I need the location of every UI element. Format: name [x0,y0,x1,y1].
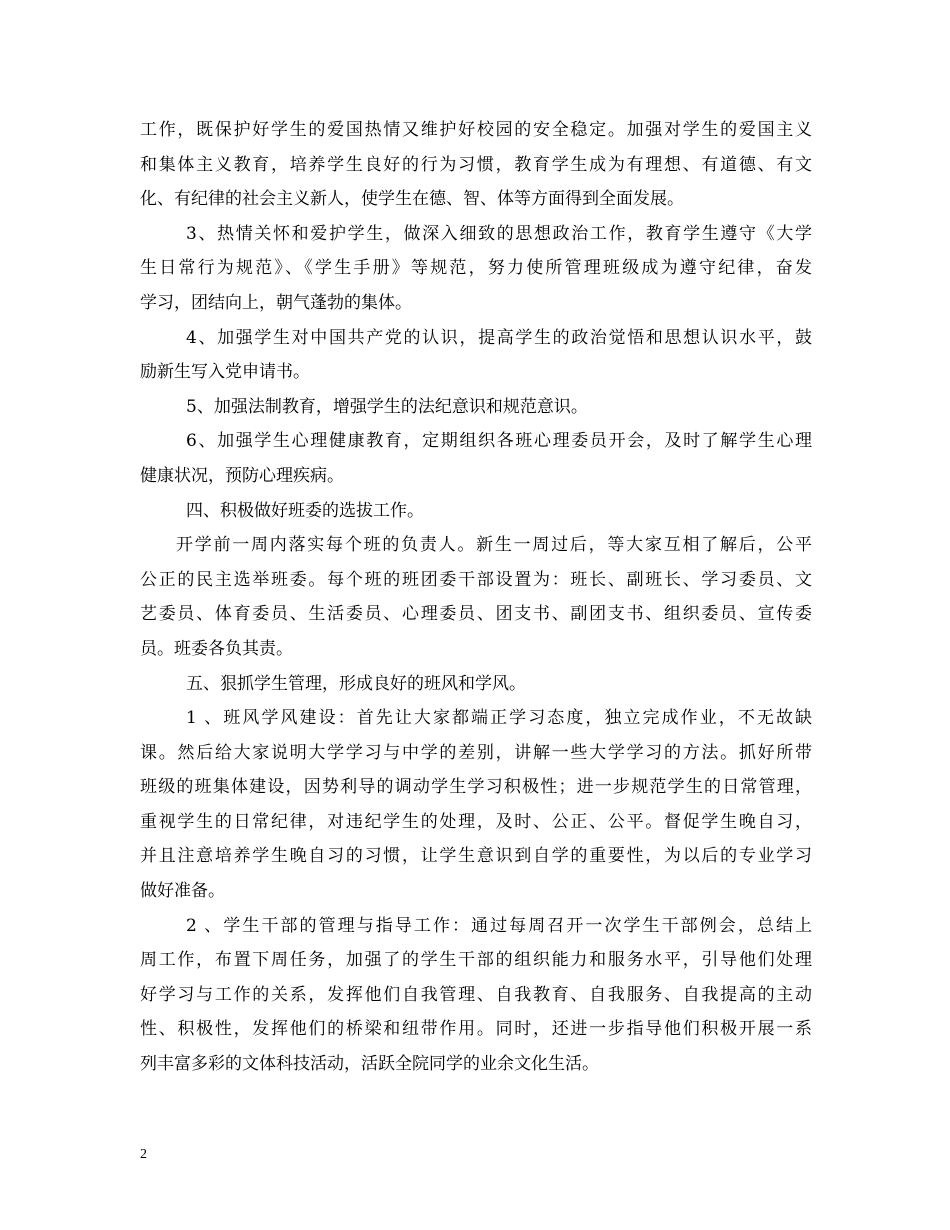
text-line-11: 健康状况，预防心理疾病。 [140,465,344,486]
text-line-16: 员。班委各负其责。 [140,638,293,659]
text-line-17: 五、狠抓学生管理，形成良好的班风和学风。 [186,673,526,694]
text-line-22: 并且注意培养学生晚自习的习惯，让学生意识到自学的重要性，为以后的专业学习 [140,846,812,867]
text-line-13: 开学前一周内落实每个班的负责人。新生一周过后，等大家互相了解后，公平 [176,535,812,556]
text-line-26: 好学习与工作的关系，发挥他们自我管理、自我教育、自我服务、自我提高的主动 [140,984,812,1005]
text-line-4: 3、热情关怀和爱护学生，做深入细致的思想政治工作，教育学生遵守《大学 [186,223,812,244]
page-number: 2 [140,1147,147,1162]
text-line-10: 6、加强学生心理健康教育，定期组织各班心理委员开会，及时了解学生心理 [186,431,812,452]
text-line-27: 性、积极性，发挥他们的桥梁和纽带作用。同时，还进一步指导他们积极开展一系 [140,1019,812,1040]
text-line-19: 课。然后给大家说明大学学习与中学的差别，讲解一些大学学习的方法。抓好所带 [140,742,812,763]
text-line-1: 工作，既保护好学生的爱国热情又维护好校园的安全稳定。加强对学生的爱国主义 [140,120,812,140]
body-text [140,113,812,1082]
text-line-14: 公正的民主选举班委。每个班的班团委干部设置为：班长、副班长、学习委员、文 [140,569,812,590]
text-line-25: 周工作，布置下周任务，加强了的学生干部的组织能力和服务水平，引导他们处理 [140,950,812,971]
text-line-9: 5、加强法制教育，增强学生的法纪意识和规范意识。 [186,396,588,417]
text-line-23: 做好准备。 [140,881,225,902]
text-line-8: 励新生写入党申请书。 [140,362,310,383]
text-line-28: 列丰富多彩的文体科技活动，活跃全院同学的业余文化生活。 [140,1054,599,1075]
text-line-24: 2 、学生干部的管理与指导工作：通过每周召开一次学生干部例会，总结上 [186,915,812,936]
text-line-2: 和集体主义教育，培养学生良好的行为习惯，教育学生成为有理想、有道德、有文 [140,154,812,175]
text-line-18: 1 、班风学风建设：首先让大家都端正学习态度，独立完成作业，不无故缺 [186,708,812,729]
text-line-20: 班级的班集体建设，因势利导的调动学生学习积极性；进一步规范学生的日常管理， [140,777,812,798]
text-line-12: 四、积极做好班委的选拔工作。 [186,500,424,521]
text-line-5: 生日常行为规范》、《学生手册》等规范，努力使所管理班级成为遵守纪律，奋发 [140,258,812,279]
text-line-21: 重视学生的日常纪律，对违纪学生的处理，及时、公正、公平。督促学生晚自习， [140,811,812,832]
text-line-7: 4、加强学生对中国共产党的认识，提高学生的政治觉悟和思想认识水平，鼓 [186,327,812,348]
text-line-15: 艺委员、体育委员、生活委员、心理委员、团支书、副团支书、组织委员、宣传委 [140,604,812,625]
text-line-3: 化、有纪律的社会主义新人，使学生在德、智、体等方面得到全面发展。 [140,189,684,210]
text-line-6: 学习，团结向上，朝气蓬勃的集体。 [140,292,412,313]
